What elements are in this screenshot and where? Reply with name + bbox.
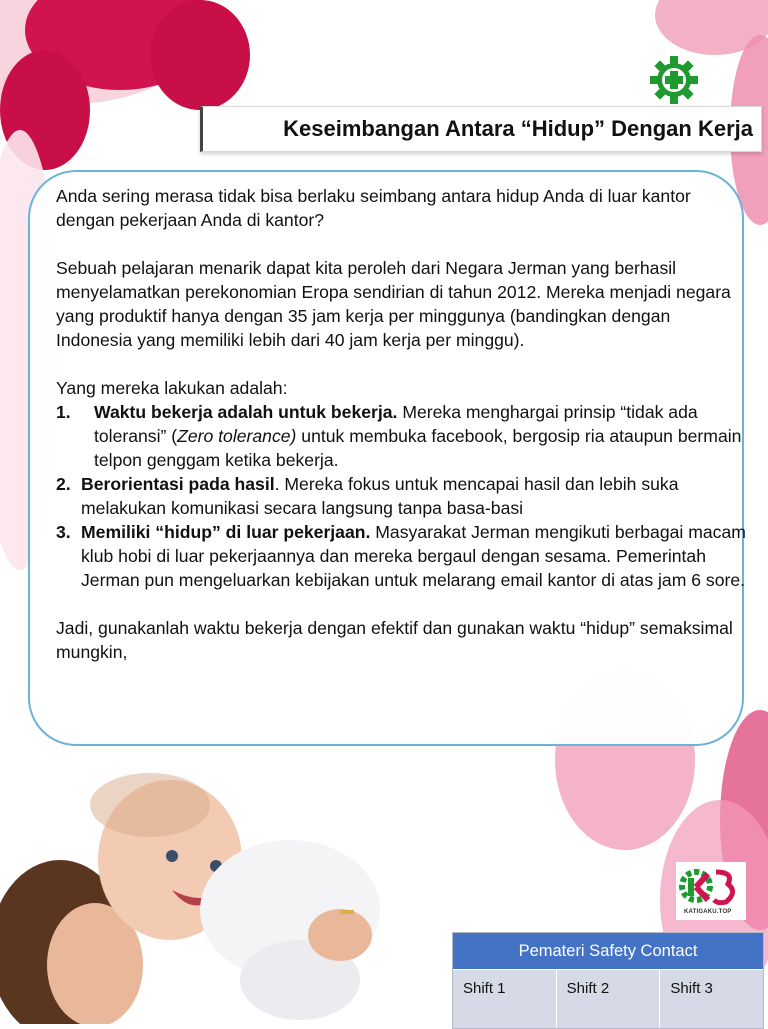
safety-gear-cross-icon (648, 54, 700, 106)
table-header: Pemateri Safety Contact (453, 933, 763, 970)
logo-caption: KATIGAKU.TOP (684, 909, 732, 915)
table-cell-shift-1: Shift 1 (453, 970, 557, 1028)
table-row (453, 970, 763, 1028)
table-cell-shift-3: Shift 3 (670, 980, 713, 997)
list-item: 1. Waktu bekerja adalah untuk bekerja. Mereka menghargai prinsip “tidak ada toleransi” (Zero tolerance) untuk membuka facebook, bergosip ria ataupun bermain telpon genggam ketika bekerja. (56, 402, 742, 470)
page-title: Keseimbangan Antara “Hidup” Dengan Kerja (283, 116, 753, 141)
closing-paragraph: Jadi, gunakanlah waktu bekerja dengan efektif dan gunakan waktu “hidup” semaksimal mungkin, (56, 618, 733, 662)
article-body (56, 184, 746, 688)
context-paragraph: Sebuah pelajaran menarik dapat kita peroleh dari Negara Jerman yang berhasil menyelamatkan perekonomian Eropa sendirian di tahun 2012. Mereka menjadi negara yang produktif hanya dengan 35 jam kerja per minggunya (bandingkan dengan Indonesia yang memiliki lebih dari 40 jam kerja per minggu). (56, 258, 731, 350)
tips-list (56, 400, 746, 592)
list-intro: Yang mereka lakukan adalah: (56, 378, 288, 398)
mother-kissing-baby-photo (0, 760, 380, 1024)
speaker-table (452, 932, 764, 1029)
intro-paragraph: Anda sering merasa tidak bisa berlaku seimbang antara hidup Anda di luar kantor dengan pekerjaan Anda di kantor? (56, 186, 691, 230)
list-item: 2. Berorientasi pada hasil. Mereka fokus untuk mencapai hasil dan lebih suka melakukan komunikasi secara langsung tanpa basa-basi (56, 474, 679, 518)
title-bar (200, 106, 762, 152)
list-item: 3. Memiliki “hidup” di luar pekerjaan. Masyarakat Jerman mengikuti berbagai macam klub hobi di luar pekerjaannya dan mereka bergaul dengan sesama. Pemerintah Jerman pun mengeluarkan kebijakan untuk melarang email kantor di atas jam 6 sore. (56, 522, 746, 590)
table-cell-shift-2: Shift 2 (557, 970, 661, 1028)
